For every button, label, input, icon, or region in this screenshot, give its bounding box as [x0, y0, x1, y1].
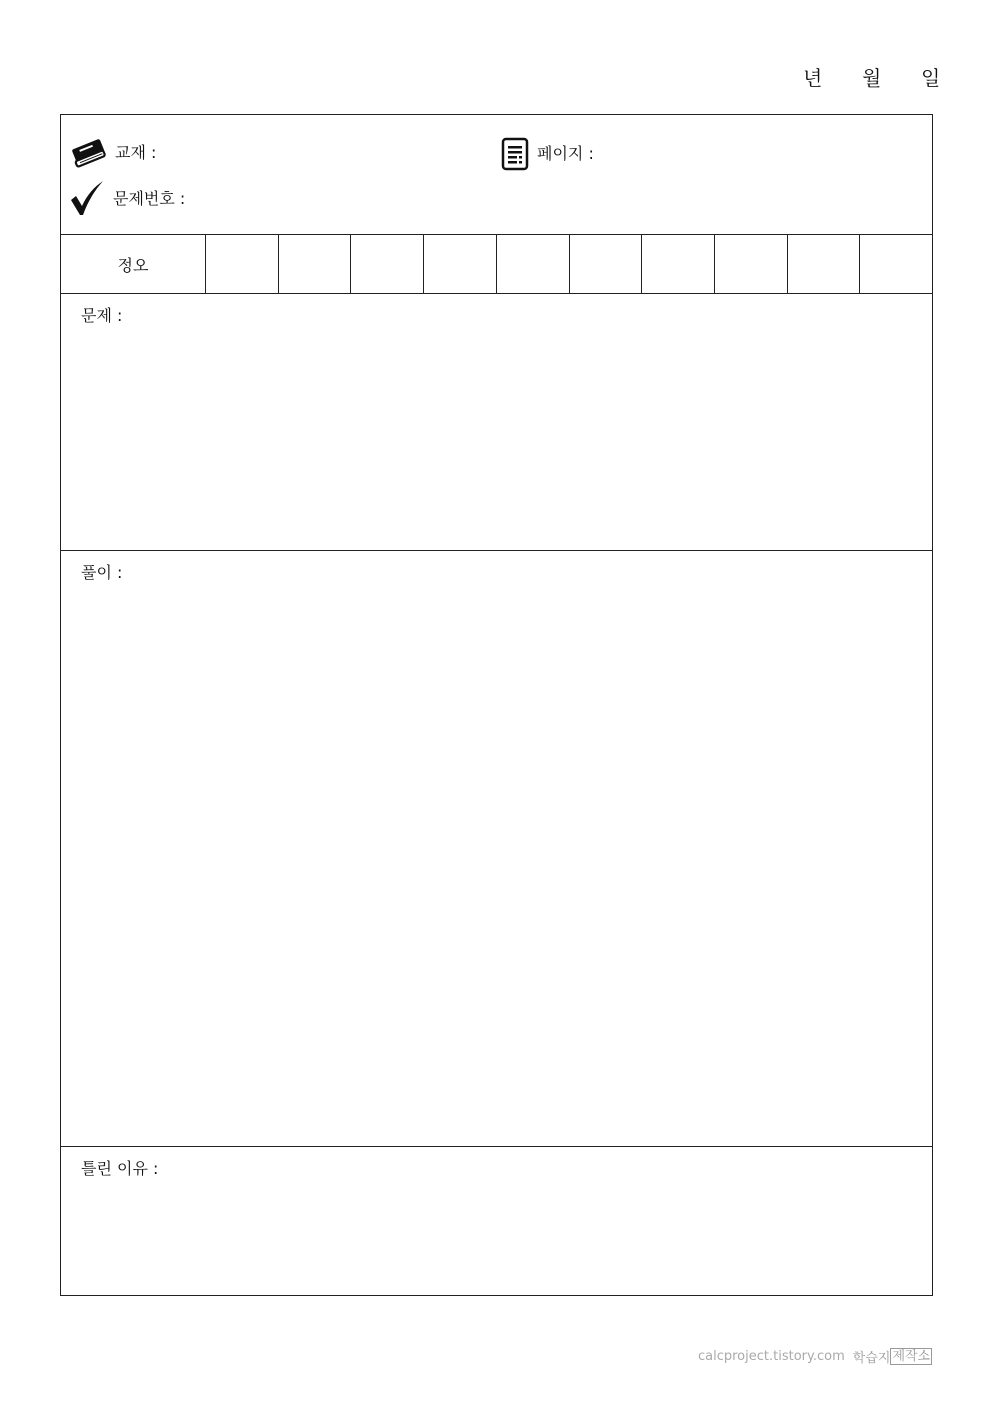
footer [698, 1347, 932, 1366]
problem-number-field[interactable] [69, 181, 185, 217]
checkmark-icon [69, 181, 105, 217]
problem-label: 문제 : [81, 306, 123, 325]
ox-cell[interactable] [715, 235, 788, 293]
ox-cell[interactable] [206, 235, 279, 293]
problem-number-label: 문제번호 : [113, 189, 186, 208]
footer-brand-part1: 학습지 [852, 1351, 891, 1366]
date-day-label: 일 [921, 66, 941, 90]
date-year-label: 년 [803, 66, 823, 90]
textbook-field[interactable] [69, 135, 156, 171]
ox-cell[interactable] [570, 235, 643, 293]
document-icon [501, 137, 529, 171]
worksheet-header [61, 115, 932, 235]
textbook-label: 교재 : [115, 143, 157, 162]
book-icon [69, 135, 107, 171]
ox-cell[interactable] [351, 235, 424, 293]
wrong-reason-section[interactable] [61, 1147, 932, 1295]
ox-cell[interactable] [642, 235, 715, 293]
correct-incorrect-row [61, 235, 932, 294]
wrong-reason-label: 틀린 이유 : [81, 1159, 159, 1178]
footer-brand-part2: 제작소 [892, 1349, 931, 1364]
date-line [0, 64, 992, 94]
ox-cell[interactable] [497, 235, 570, 293]
worksheet [60, 114, 933, 1296]
ox-cell[interactable] [279, 235, 352, 293]
date-month-label: 월 [862, 66, 882, 90]
solution-section[interactable] [61, 551, 932, 1147]
footer-site-url: calcproject.tistory.com [698, 1349, 845, 1364]
ox-cell[interactable] [788, 235, 861, 293]
ox-cell[interactable] [860, 235, 932, 293]
page-field[interactable] [501, 137, 594, 171]
page-label: 페이지 : [537, 144, 594, 163]
ox-cell[interactable] [424, 235, 497, 293]
correct-incorrect-label: 정오 [61, 235, 206, 293]
problem-section[interactable] [61, 294, 932, 551]
solution-label: 풀이 : [81, 563, 123, 582]
